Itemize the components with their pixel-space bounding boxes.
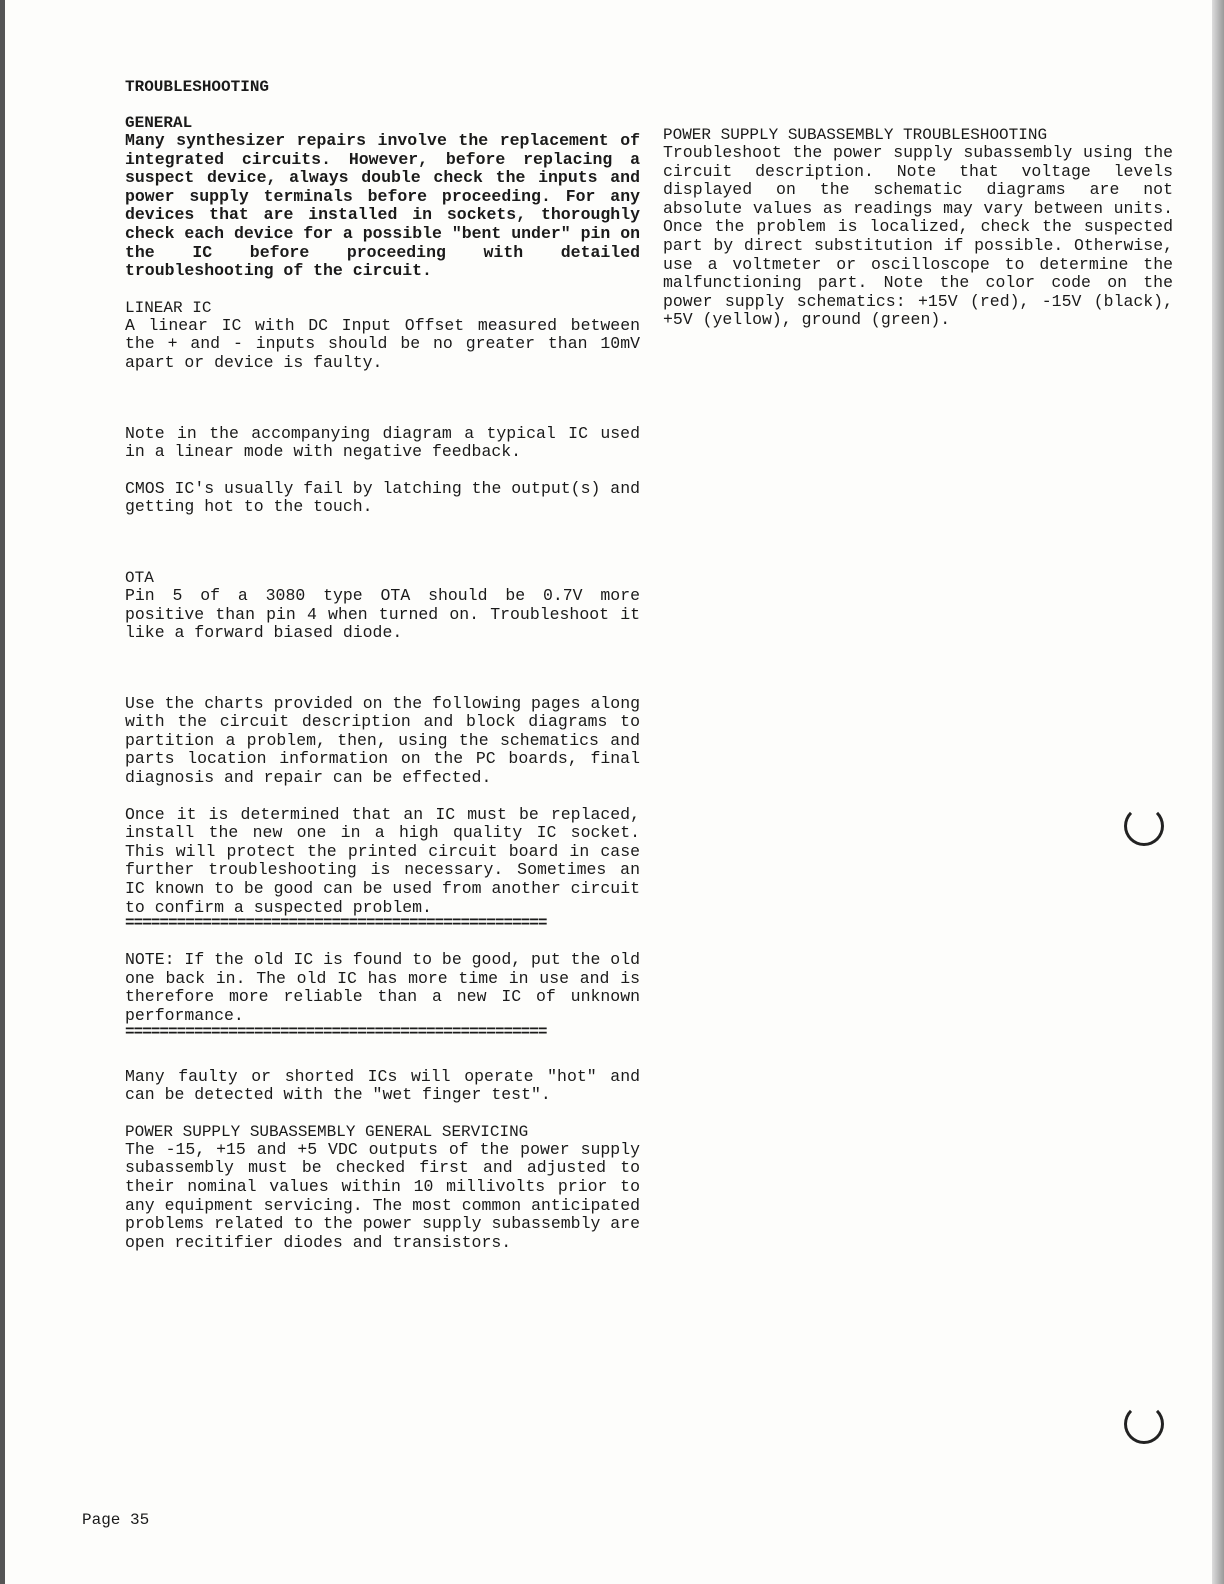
- page-number: Page 35: [82, 1511, 150, 1529]
- cmos-note: CMOS IC's usually fail by latching the output(s) and getting hot to the touch.: [125, 478, 640, 517]
- binder-hole-middle: [1124, 806, 1164, 846]
- diagram-note: Note in the accompanying diagram a typical IC used in a linear mode with negative feedback.: [125, 423, 640, 462]
- ps-general-heading: POWER SUPPLY SUBASSEMBLY GENERAL SERVICING: [125, 1122, 529, 1141]
- general-text: Many synthesizer repairs involve the replacement of integrated circuits. However, before replacing a suspect device, always double check the inputs and power supply terminals before proceeding. For any devices that are installed in sockets, thoroughly check each device for a possible "bent under" pin on the IC before proceeding with detailed troubleshooting of the circuit.: [125, 131, 640, 281]
- linear-ic-text: A linear IC with DC Input Offset measured between the + and - inputs should be no greater than 10mV apart or device is faulty.: [125, 315, 640, 372]
- linear-ic-heading: LINEAR IC: [125, 298, 212, 317]
- ota-heading: OTA: [125, 568, 154, 587]
- page-right-edge: [1212, 0, 1224, 1584]
- hot-ic-paragraph: Many faulty or shorted ICs will operate "hot" and can be detected with the "wet finger test".: [125, 1066, 640, 1105]
- separator-top: =================================================: [125, 917, 547, 930]
- page-title: TROUBLESHOOTING: [125, 78, 270, 96]
- left-column: [125, 78, 640, 1252]
- ps-troubleshooting-heading: POWER SUPPLY SUBASSEMBLY TROUBLESHOOTING: [663, 126, 1048, 144]
- charts-paragraph: Use the charts provided on the following pages along with the circuit description and block diagrams to partition a problem, then, using the schematics and parts location information on the PC boards, final diagnosis and repair can be effected.: [125, 693, 640, 788]
- page-left-edge: [0, 0, 5, 1584]
- right-column: [663, 126, 1173, 330]
- general-heading: GENERAL: [125, 114, 193, 132]
- ps-troubleshooting-text: Troubleshoot the power supply subassembly using the circuit description. Note that voltage levels displayed on the schematic diagrams are not absolute values as readings may vary between units. Once the problem is localized, check the suspected part by direct substitution if possible. Otherwise, use a voltmeter or oscilloscope to determine the malfunctioning part. Note the color code on the power supply schematics: +15V (red), -15V (black), +5V (yellow), ground (green).: [663, 143, 1173, 330]
- ps-general-text: The -15, +15 and +5 VDC outputs of the power supply subassembly must be checked first and adjusted to their nominal values within 10 millivolts prior to any equipment servicing. The most common anticipated problems related to the power supply subassembly are open recitifier diodes and transistors.: [125, 1139, 640, 1252]
- binder-hole-bottom: [1124, 1404, 1164, 1444]
- socket-paragraph: Once it is determined that an IC must be replaced, install the new one in a high quality IC socket. This will protect the printed circuit board in case further troubleshooting is necessary. Sometimes an IC known to be good can be used from another circuit to confirm a suspected problem.: [125, 804, 640, 917]
- note-paragraph: NOTE: If the old IC is found to be good, put the old one back in. The old IC has more time in use and is therefore more reliable than a new IC of unknown performance.: [125, 950, 640, 1025]
- separator-bottom: =================================================: [125, 1025, 547, 1038]
- ota-text: Pin 5 of a 3080 type OTA should be 0.7V more positive than pin 4 when turned on. Troubleshoot it like a forward biased diode.: [125, 585, 640, 643]
